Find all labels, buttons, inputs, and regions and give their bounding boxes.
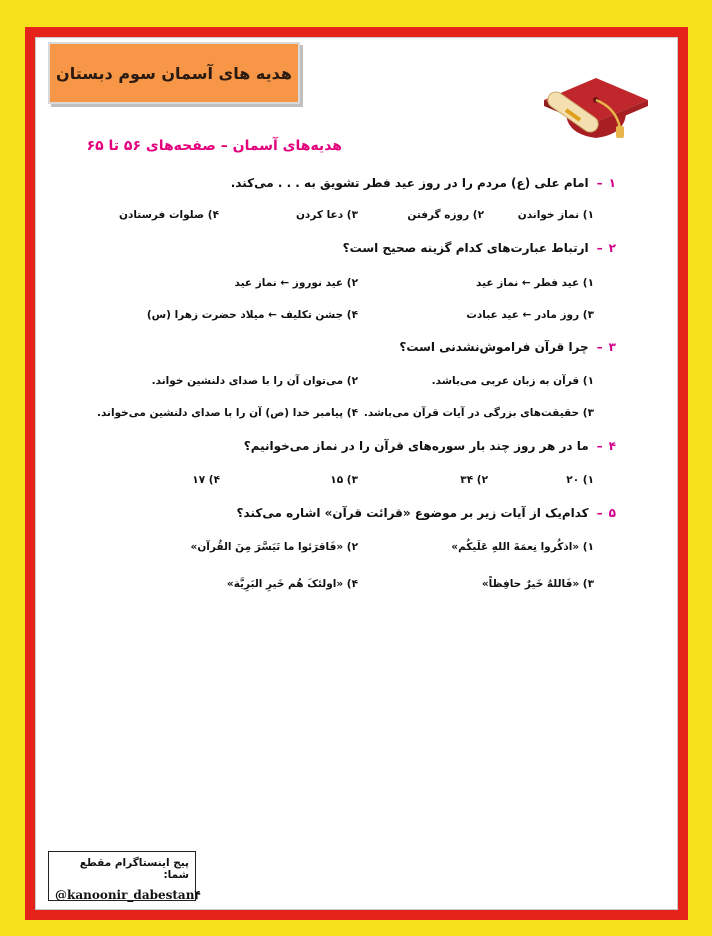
option-3-4[interactable]: ۴) پیامبر خدا (ص) آن را با صدای دلنشین می‌خواند.	[97, 407, 358, 419]
question-dash: –	[596, 506, 603, 520]
lesson-subtitle: هدیه‌های آسمان – صفحه‌های ۵۶ تا ۶۵	[86, 138, 342, 154]
question-dash: –	[596, 439, 603, 453]
question-5	[237, 506, 616, 520]
option-5-1[interactable]: ۱) «اذکُروا نِعمَةَ اللهِ عَلَیکُم»	[451, 541, 594, 553]
option-2-4[interactable]: ۴) جشن تکلیف ← میلاد حضرت زهرا (س)	[146, 309, 358, 321]
question-4	[244, 439, 616, 453]
option-4-2[interactable]: ۲) ۳۴	[460, 474, 488, 486]
instagram-label: پیج اینستاگرام مقطع شما:	[79, 857, 189, 881]
option-5-4[interactable]: ۴) «اولئکَ هُم خَیرِ البَرِیَّة»	[226, 578, 358, 590]
option-2-1[interactable]: ۱) عید فطر ← نماز عید	[476, 277, 594, 289]
instagram-handle[interactable]: @kanoonir_dabestan۴	[55, 888, 201, 902]
question-3	[399, 340, 616, 354]
question-1	[231, 176, 616, 190]
option-1-1[interactable]: ۱) نماز خواندن	[517, 209, 594, 221]
option-1-2[interactable]: ۲) روزه گرفتن	[407, 209, 484, 221]
option-2-2[interactable]: ۲) عید نوروز ← نماز عید	[234, 277, 358, 289]
option-3-2[interactable]: ۲) می‌توان آن را با صدای دلنشین خواند.	[151, 375, 358, 387]
option-3-3[interactable]: ۳) حقیقت‌های بزرگی در آیات قرآن می‌باشد.	[363, 407, 594, 419]
page-title: هدیه های آسمان سوم دبستان	[56, 63, 292, 83]
question-text: چرا قرآن فراموش‌نشدنی است؟	[399, 340, 589, 354]
question-2	[343, 241, 616, 255]
option-1-4[interactable]: ۴) صلوات فرستادن	[118, 209, 219, 221]
option-1-3[interactable]: ۳) دعا کردن	[295, 209, 358, 221]
question-number: ۲	[608, 241, 616, 255]
option-4-1[interactable]: ۱) ۲۰	[566, 474, 594, 486]
option-3-1[interactable]: ۱) قرآن به زبان عربی می‌باشد.	[431, 375, 594, 387]
option-4-4[interactable]: ۴) ۱۷	[192, 474, 220, 486]
question-number: ۴	[608, 439, 616, 453]
question-number: ۳	[608, 340, 616, 354]
header-box	[48, 42, 300, 104]
option-5-3[interactable]: ۳) «فَاللهُ خَیرٌ حافِظاً»	[481, 578, 594, 590]
question-dash: –	[596, 340, 603, 354]
instagram-footer-box	[48, 851, 201, 902]
option-4-3[interactable]: ۳) ۱۵	[330, 474, 358, 486]
question-dash: –	[596, 241, 603, 255]
question-text: امام علی (ع) مردم را در روز عید فطر تشویق به . . . می‌کند.	[230, 176, 589, 190]
option-5-2[interactable]: ۲) «فَاقرَئوا ما تَیَسَّرَ مِنَ القُرآن»	[190, 541, 358, 553]
option-2-3[interactable]: ۳) روز مادر ← عید عبادت	[466, 309, 594, 321]
graduation-cap-icon	[536, 38, 654, 142]
question-dash: –	[596, 176, 603, 190]
question-number: ۱	[608, 176, 616, 190]
question-text: ما در هر روز چند بار سوره‌های قرآن را در نماز می‌خوانیم؟	[243, 439, 589, 453]
question-number: ۵	[608, 506, 616, 520]
question-text: کدام‌یک از آیات زیر بر موضوع «قرائت قرآن» اشاره می‌کند؟	[236, 506, 589, 520]
question-text: ارتباط عبارت‌های کدام گزینه صحیح است؟	[342, 241, 589, 255]
